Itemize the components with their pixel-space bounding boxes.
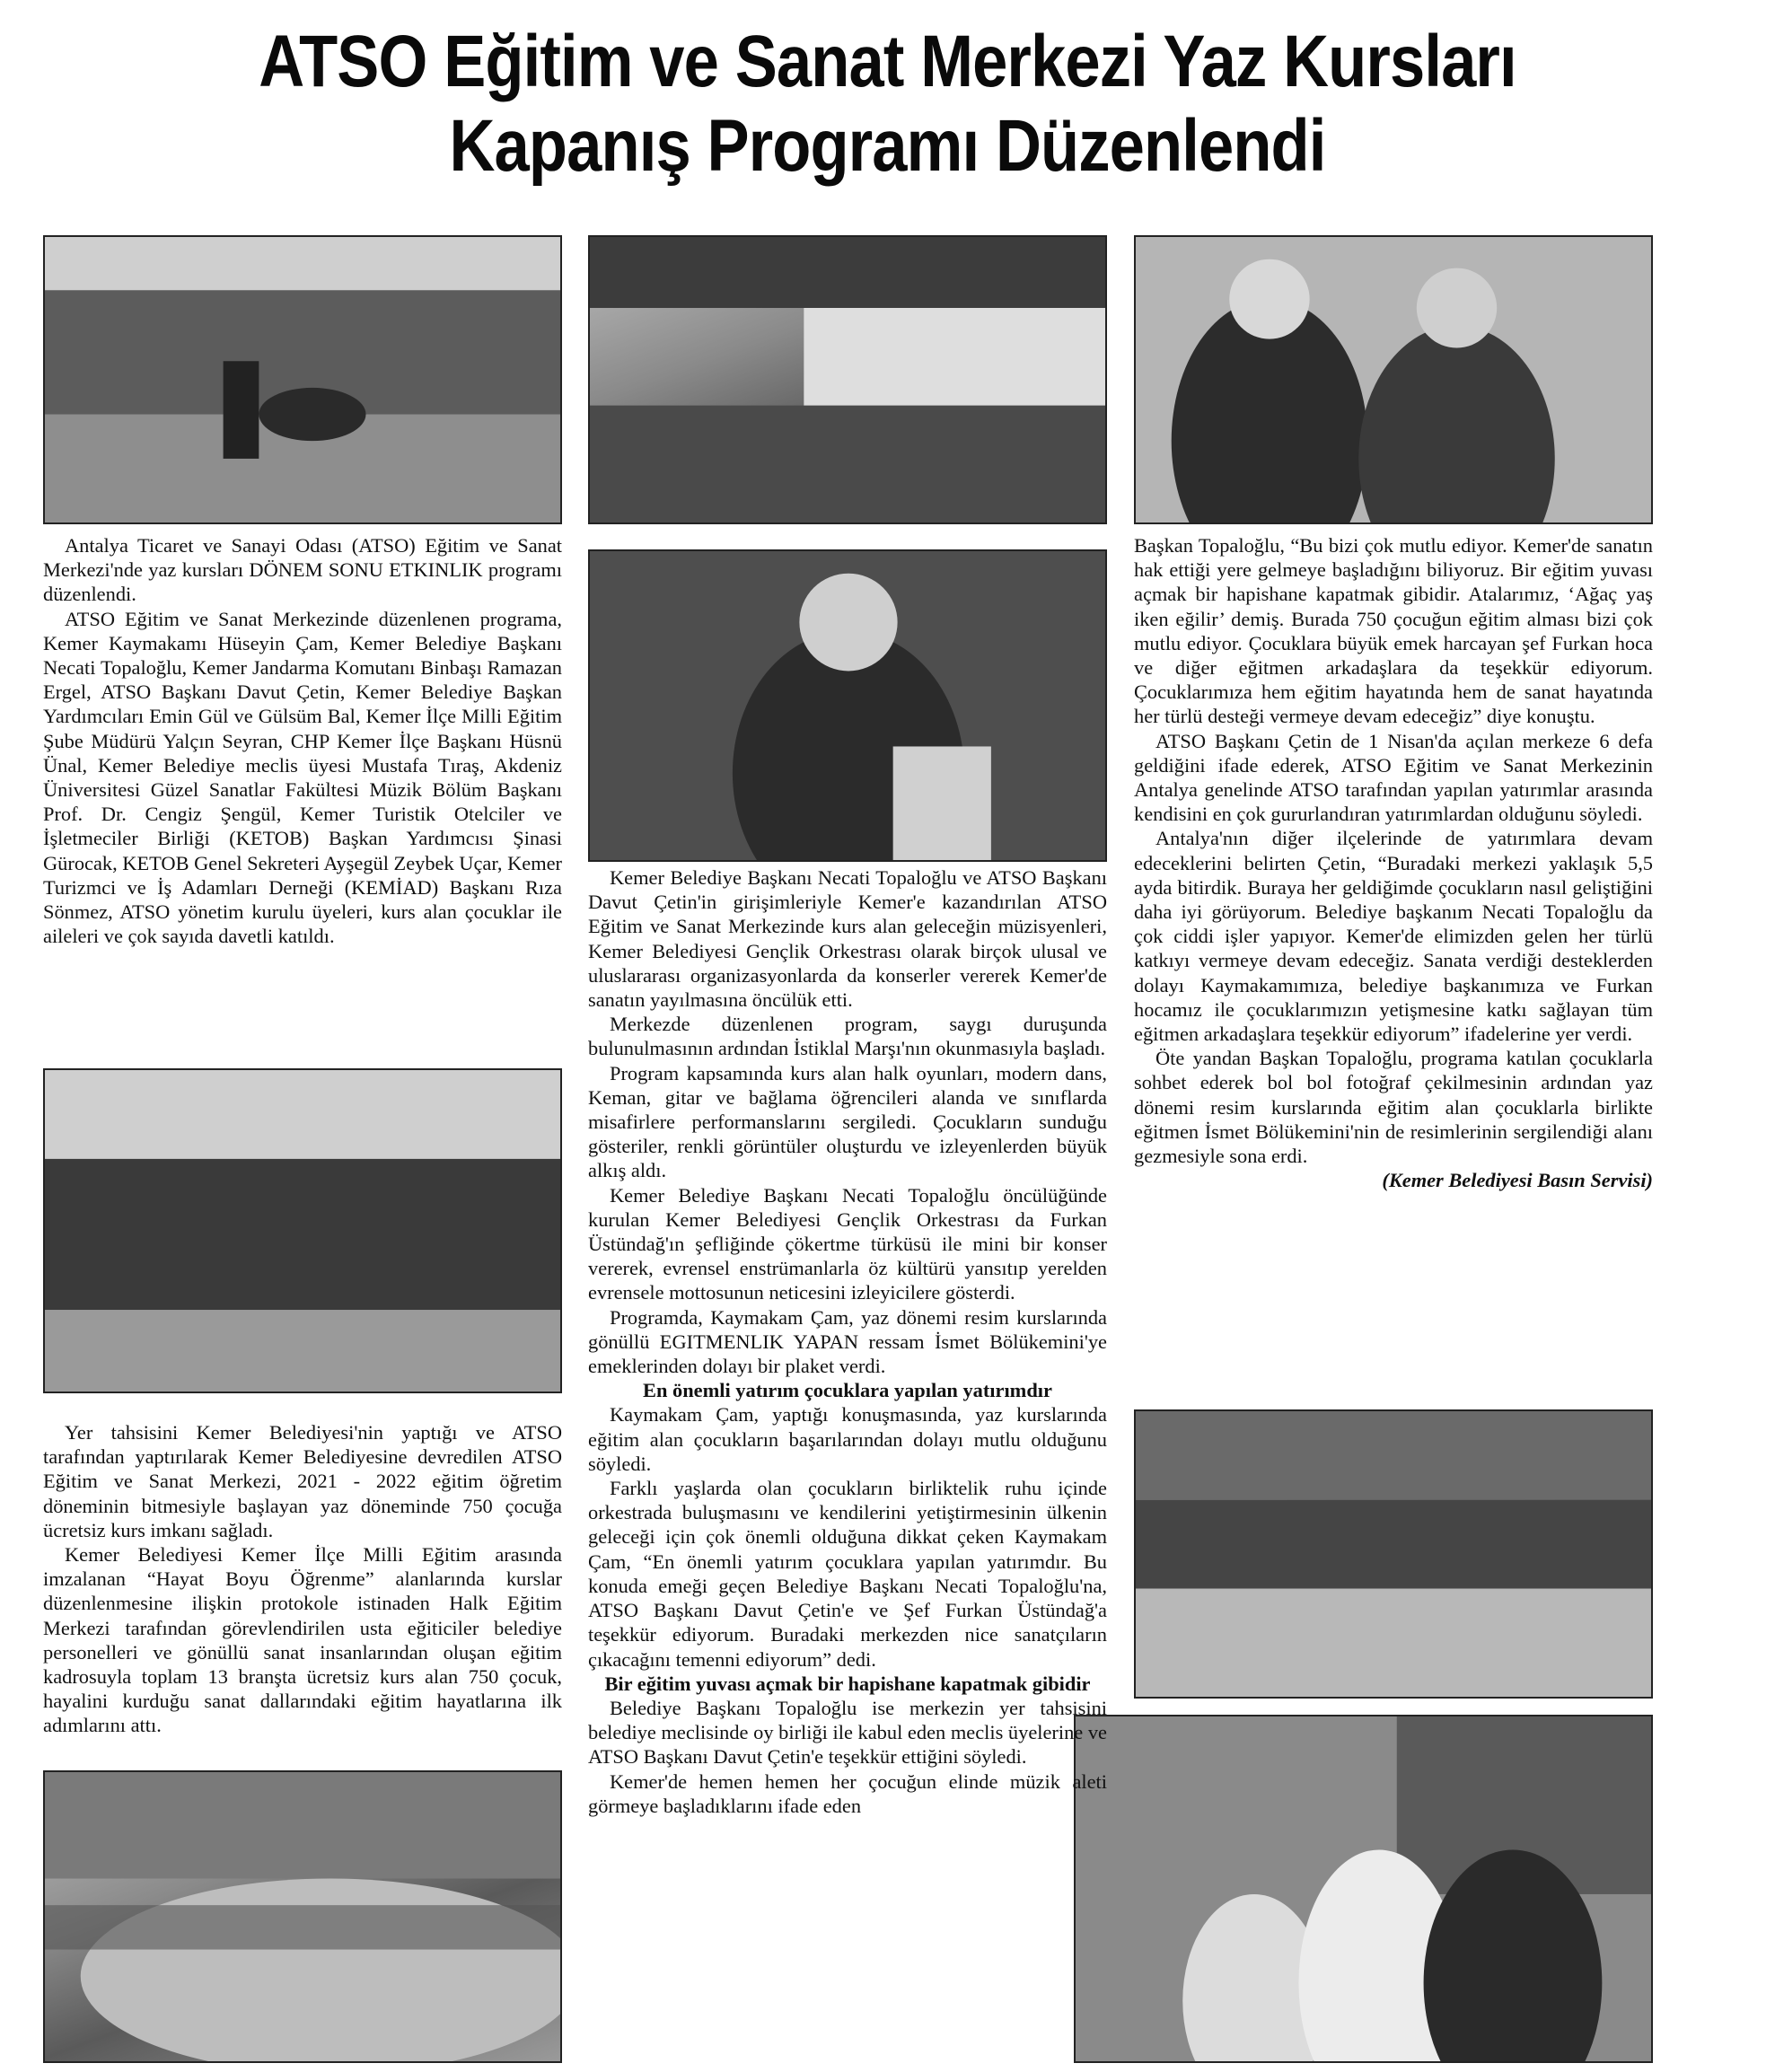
paragraph: Merkezde düzenlenen program, saygı duruşunda bulunulmasının ardından İstiklal Marşı'nın okunmasıyla başladı. xyxy=(588,1013,1107,1060)
photo-aerial-performance xyxy=(43,1770,562,2063)
subheading-education: Bir eğitim yuvası açmak bir hapishane kapatmak gibidir xyxy=(604,1672,1091,1695)
paragraph: ATSO Başkanı Çetin de 1 Nisan'da açılan merkeze 6 defa geldiğini ifade ederek, ATSO Eğitim ve Sanat Merkezinin Antalya genelinde ATSO tarafından yapılan yatırımlar arasında kendisini en çok gururlandıran yatırımlardan olduğunu söyledi. xyxy=(1134,729,1653,826)
paragraph: Program kapsamında kurs alan halk oyunları, modern dans, Keman, gitar ve bağlama öğrencileri alanda ve sınıflarda misafirlere performanslarını sergiledi. Çocukların sunduğu gösteriler, renkli görüntüler oluşturdu ve izleyenlerden büyük alkış aldı. xyxy=(588,1061,1107,1182)
paragraph: Kemer Belediye Başkanı Necati Topaloğlu öncülüğünde kurulan Kemer Belediyesi Gençlik Orkestrası da Furkan Üstündağ'ın şefliğinde çökertme türküsü ile mini bir konser vererek, evrensel enstrümanlarla öz kültürü yansıtıp yerelden evrensele mottosunun neticesini izleyicilere gösterdi. xyxy=(588,1183,1107,1304)
paragraph: Kemer'de hemen hemen her çocuğun elinde müzik aleti görmeye başladıklarını ifade eden xyxy=(588,1769,1107,1817)
paragraph: Antalya Ticaret ve Sanayi Odası (ATSO) Eğitim ve Sanat Merkezi'nde yaz kursları DÖNEM SONU ETKINLIK programı düzenlendi. xyxy=(43,534,562,606)
paragraph: Yer tahsisini Kemer Belediyesi'nin yaptığı ve ATSO tarafından yaptırılarak Kemer Belediyesine devredilen ATSO Eğitim ve Sanat Merkezi, 2021 - 2022 eğitim öğretim döneminin bitmesiyle başlayan yaz döneminde 750 çocuğa ücretsiz kurs imkanı sağladı. xyxy=(43,1421,562,1541)
paragraph: Belediye Başkanı Topaloğlu ise merkezin yer tahsisini belediye meclisinde oy birliği ile kabul eden meclis üyelerine ve ATSO Başkanı Davut Çetin'e teşekkür ettiğini söyledi. xyxy=(588,1696,1107,1769)
column-3 xyxy=(1134,533,1653,1192)
photo-crowd-stage xyxy=(588,235,1107,524)
paragraph: Başkan Topaloğlu, “Bu bizi çok mutlu ediyor. Kemer'de sanatın hak ettiği yere gelmeye başladığını biliyoruz. Bir eğitim yuvası açmak bir hapishane kapatmak gibidir. Atalarımız, ‘Ağaç yaş iken eğilir’ demiş. Burada 750 çocuğun eğitim alması bizi çok mutlu ediyor. Çocuklara büyük emek harcayan şef Furkan hoca ve diğer eğitmen arkadaşlara da teşekkür ediyorum. Çocuklarımıza hem eğitim hayatında hem de sanat hayatında her türlü desteği vermeye devam edeceğiz” diye konuştu. xyxy=(1134,534,1653,728)
paragraph: Farklı yaşlarda olan çocukların birliktelik ruhu içinde orkestrada buluşmasını ve kendilerini yetiştirmesinin ülkenin geleceği için çok önemli olduğuna dikkat çeken Kaymakam Çam, “En önemli yatırım çocuklara yapılan yatırımdır. Bu konuda emeği geçen Belediye Başkanı Necati Topaloğlu'na, ATSO Başkanı Davut Çetin'e ve Şef Furkan Üstündağ'a teşekkür ediyorum. Buradaki merkezden nice sanatçıların çıkacağını temenni ediyorum” dedi. xyxy=(588,1477,1107,1671)
press-credit: (Kemer Belediyesi Basın Servisi) xyxy=(1382,1169,1653,1192)
paragraph: ATSO Eğitim ve Sanat Merkezinde düzenlenen programa, Kemer Kaymakamı Hüseyin Çam, Kemer Belediye Başkanı Necati Topaloğlu, Kemer Jandarma Komutanı Binbaşı Ramazan Ergel, ATSO Başkanı Davut Çetin, Kemer Belediye Başkan Yardımcıları Emin Gül ve Gülsüm Bal, Kemer İlçe Milli Eğitim Şube Müdürü Yalçın Seyran, CHP Kemer İlçe Başkanı Hüsnü Ünal, Kemer Belediye meclis üyesi Mustafa Tıraş, Akdeniz Üniversitesi Güzel Sanatlar Fakültesi Müzik Bölüm Başkanı Prof. Dr. Cengiz Şengül, Kemer Turistik Otelciler ve İşletmeciler Birliği (KETOB) Başkan Yardımcısı Şinasi Gürocak, KETOB Genel Sekreteri Ayşegül Zeybek Uçar, Kemer Turizmci ve İş Adamları Derneği (KEMİAD) Başkanı Rıza Sönmez, ATSO yönetim kurulu üyeleri, kurs alan çocuklar ile aileleri ve çok sayıda davetli katıldı. xyxy=(43,607,562,948)
paragraph: Programda, Kaymakam Çam, yaz dönemi resim kurslarında gönüllü EGITMENLIK YAPAN ressam İsmet Bölükemini'ye emeklerinden dolayı bir plaket verdi. xyxy=(588,1305,1107,1378)
subheading-investment: En önemli yatırım çocuklara yapılan yatırımdır xyxy=(643,1379,1052,1402)
headline xyxy=(124,20,1650,189)
column-2 xyxy=(588,865,1107,1818)
photo-folk-dancer xyxy=(43,235,562,524)
photo-speaker-podium xyxy=(588,549,1107,862)
photo-group-portrait xyxy=(1074,1715,1653,2063)
column-1-block-2 xyxy=(43,1420,562,1738)
paragraph: Kemer Belediye Başkanı Necati Topaloğlu ve ATSO Başkanı Davut Çetin'in girişimleriyle Kemer'e kazandırılan ATSO Eğitim ve Sanat Merkezinde kurs alan geleceğin müzisyenleri, Kemer Belediyesi Gençlik Orkestrası olarak birçok ulusal ve uluslararası organizasyonlarda da konserler vererek Kemer'de sanatın yayılmasına öncülük etti. xyxy=(588,866,1107,1012)
headline-line-1: ATSO Eğitim ve Sanat Merkezi Yaz Kursları xyxy=(259,21,1516,102)
headline-line-2: Kapanış Programı Düzenlendi xyxy=(449,105,1326,187)
column-1-block-1 xyxy=(43,533,562,948)
photo-orchestra xyxy=(43,1068,562,1393)
paragraph: Kemer Belediyesi Kemer İlçe Milli Eğitim arasında imzalanan “Hayat Boyu Öğrenme” alanlarında kurslar düzenlenmesine ilişkin protokole istinaden Halk Eğitim Merkezi tarafından görevlendirilen usta eğiticiler belediye personelleri ve gönüllü sanat insanlarından oluşan eğitim kadrosuyla toplam 13 branşta ücretsiz kurs alan 750 çocuk, hayalini kurduğu sanat dallarındaki eğitim hayatlarına ilk adımlarını attı. xyxy=(43,1543,562,1737)
paragraph: Öte yandan Başkan Topaloğlu, programa katılan çocuklarla sohbet ederek bol bol fotoğraf çekilmesinin ardından yaz dönemi resim kurslarında eğitim alan çocuklarla birlikte eğitmen İsmet Bölükemini'nin de resimlerinin sergilendiği alanı gezmesiyle sona erdi. xyxy=(1134,1047,1653,1168)
paragraph: Kaymakam Çam, yaptığı konuşmasında, yaz kurslarında eğitim alan çocukların başarılarından dolayı mutlu olduğunu söyledi. xyxy=(588,1403,1107,1475)
paragraph: Antalya'nın diğer ilçelerinde de yatırımlara devam edeceklerini belirten Çetin, “Buradaki merkezi yaklaşık 5,5 ayda bitirdik. Buraya her geldiğimde çocukların nasıl geliştiğini daha iyi görüyorum. Belediye başkanım Necati Topaloğlu da çok ciddi işler yapıyor. Kemer'de elimizden gelen her türlü katkıyı vermeye devam edeceğiz. Sanata verdiği desteklerden dolayı Kaymakamımıza, belediye başkanımıza ve Furkan hocamız ile çocuklarımızın yetişmesine katkı sağlayan tüm eğitmen arkadaşlara teşekkür ediyorum” ifadelerine yer verdi. xyxy=(1134,827,1653,1046)
photo-folk-dance-group xyxy=(1134,1409,1653,1699)
photo-handshake xyxy=(1134,235,1653,524)
